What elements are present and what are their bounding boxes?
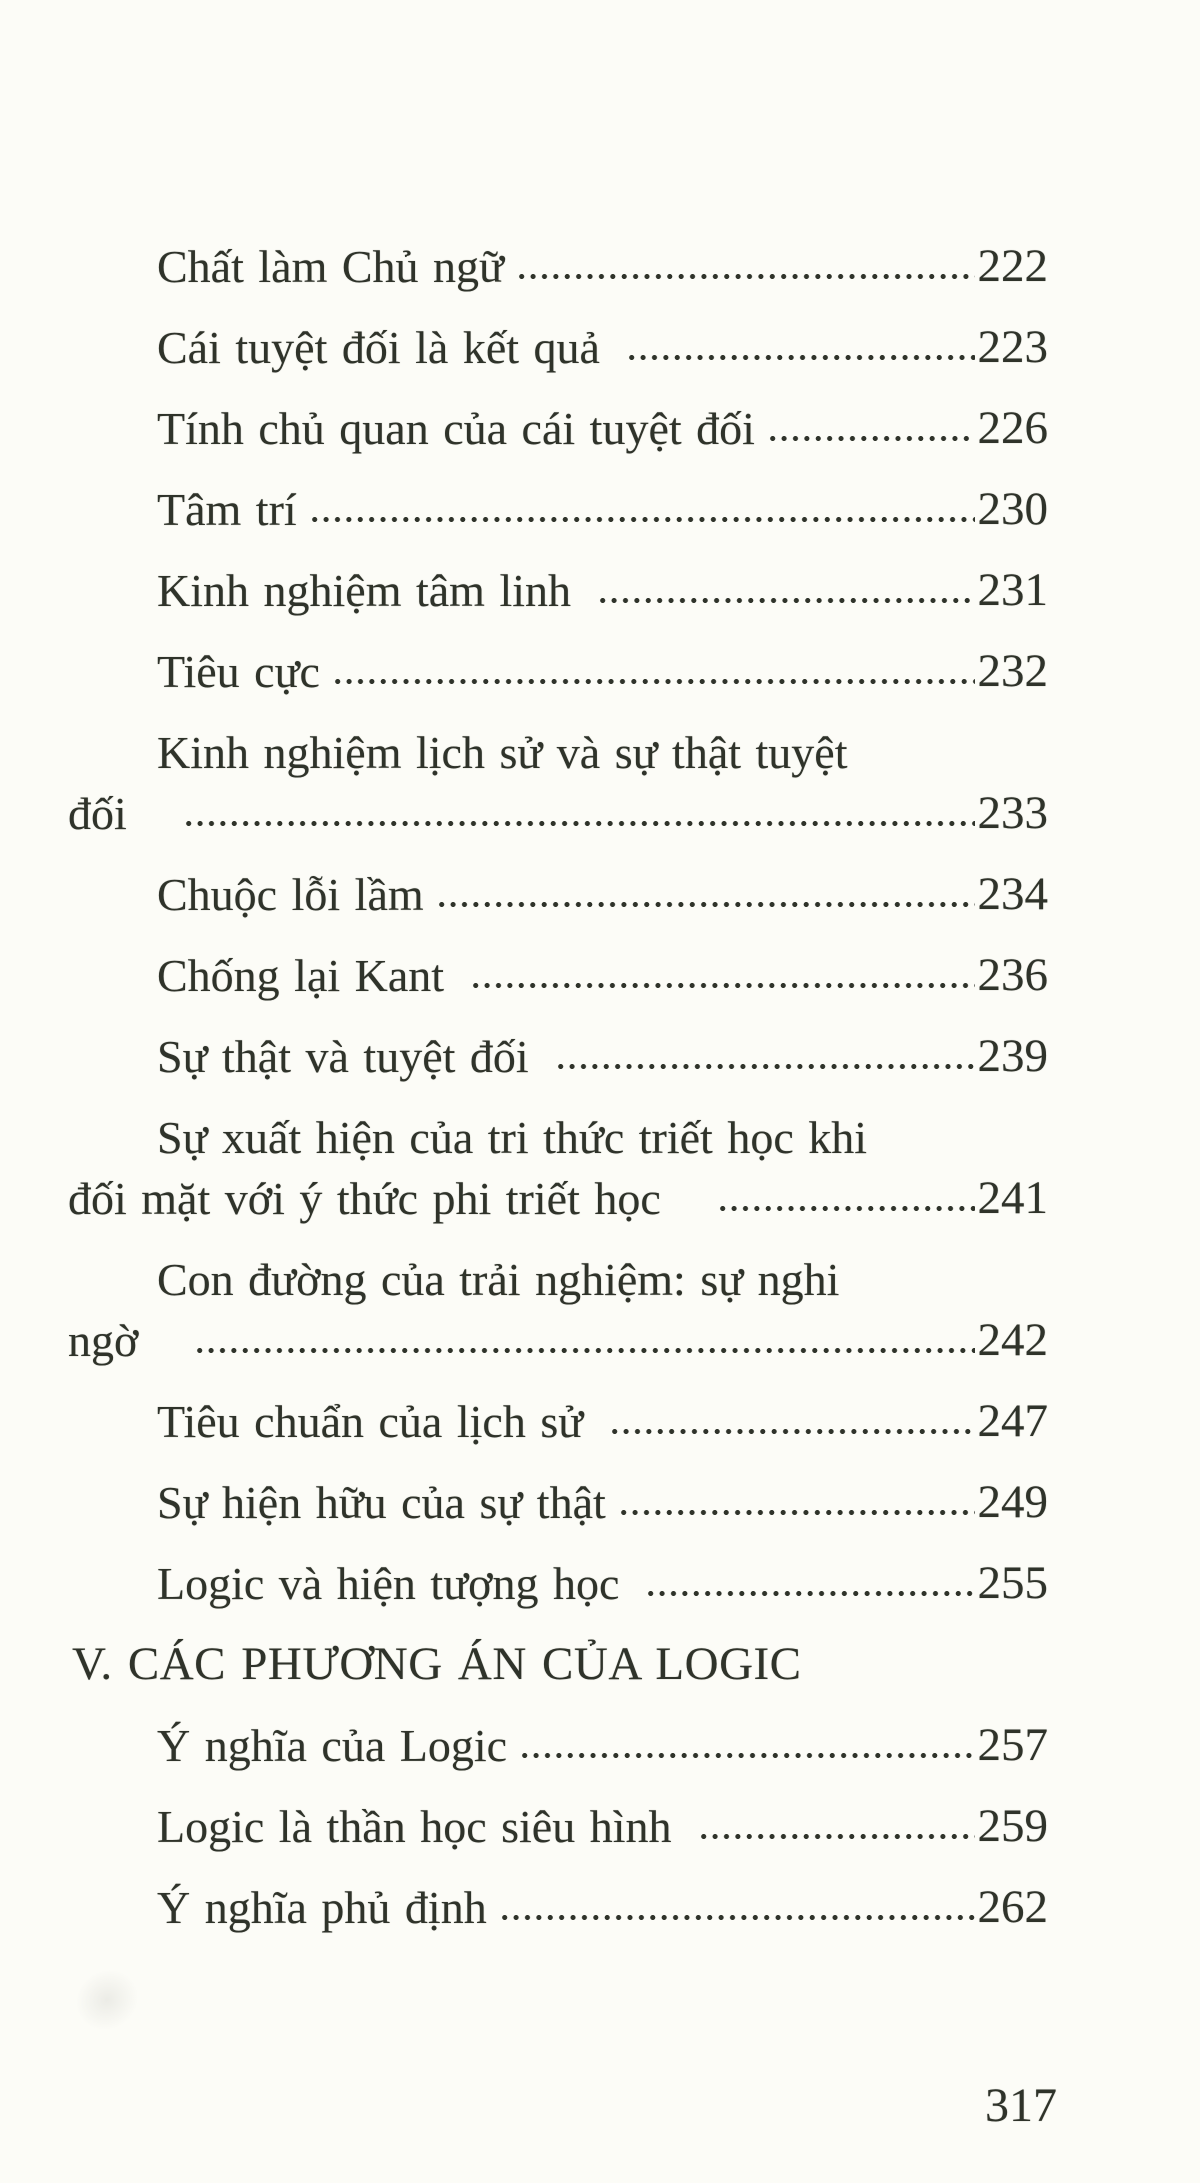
dot-leader — [519, 1752, 974, 1759]
dot-leader — [194, 1347, 974, 1354]
toc-entry-title: Tiêu chuẩn của lịch sử — [157, 1396, 584, 1447]
toc-entry-page-number: 234 — [977, 868, 1048, 920]
dot-leader — [626, 354, 975, 361]
toc-entry-title: đối mặt với ý thức phi triết học — [68, 1173, 661, 1224]
toc-entry-page-number: 236 — [977, 949, 1048, 1001]
toc-entry-page-number: 231 — [977, 564, 1048, 616]
toc-entry-title: Chất làm Chủ ngữ — [157, 241, 504, 292]
toc-entry-line — [0, 614, 1048, 695]
toc-entry-line — [0, 209, 1048, 290]
dot-leader — [618, 1509, 975, 1516]
toc-entry-page-number: 249 — [977, 1476, 1048, 1528]
toc-entry-line — [0, 452, 1048, 533]
toc-entry-line — [0, 533, 1048, 614]
dot-leader — [332, 678, 975, 685]
dot-leader — [516, 273, 975, 280]
toc-entry-title: Logic và hiện tượng học — [157, 1558, 620, 1609]
toc-entry-page-number: 222 — [977, 240, 1048, 292]
toc-entry-line-wrapped-end — [0, 776, 1048, 837]
toc-entry-line — [0, 1769, 1048, 1850]
toc-entry-title: Ý nghĩa của Logic — [157, 1720, 508, 1771]
page-number: 317 — [985, 2079, 1057, 2132]
dot-leader — [555, 1063, 975, 1070]
toc-entry-page-number: 259 — [977, 1800, 1048, 1852]
toc-entry-page-number: 226 — [977, 402, 1048, 454]
toc-entry-line-wrapped-start — [0, 1222, 1048, 1303]
toc-entry-page-number: 232 — [977, 645, 1048, 697]
toc-entry-title: Cái tuyệt đối là kết quả — [157, 322, 600, 373]
toc-entry-title: Tâm trí — [157, 484, 297, 535]
toc-entry-page-number: 223 — [977, 321, 1048, 373]
toc-entry-line — [0, 1850, 1048, 1931]
toc-entry-title: Kinh nghiệm lịch sử và sự thật tuyệt — [157, 727, 848, 778]
toc-section-header — [0, 1607, 1048, 1688]
toc-entry-title: Sự xuất hiện của tri thức triết học khi — [157, 1112, 868, 1163]
toc-entry-title: Logic là thần học siêu hình — [157, 1801, 672, 1852]
toc-entry-line — [0, 1445, 1048, 1526]
toc-entry-line-wrapped-start — [0, 695, 1048, 776]
dot-leader — [183, 820, 975, 827]
toc-entry-line — [0, 1526, 1048, 1607]
toc-entry-title: Ý nghĩa phủ định — [157, 1882, 487, 1933]
dot-leader — [470, 982, 974, 989]
dot-leader — [609, 1428, 974, 1435]
toc-entry-title: Tính chủ quan của cái tuyệt đối — [157, 403, 755, 454]
toc-entry-line-wrapped-start — [0, 1080, 1048, 1161]
dot-leader — [645, 1590, 974, 1597]
toc-entry-line-wrapped-end — [0, 1161, 1048, 1222]
toc-entry-title: ngờ — [68, 1315, 139, 1366]
dot-leader — [597, 597, 974, 604]
toc-entry-page-number: 230 — [977, 483, 1048, 535]
dot-leader — [499, 1914, 975, 1921]
toc-entry-title: Kinh nghiệm tâm linh — [157, 565, 572, 616]
toc-entry-line — [0, 1688, 1048, 1769]
toc-section-title: V. CÁC PHƯƠNG ÁN CỦA LOGIC — [72, 1638, 802, 1690]
dot-leader — [698, 1833, 975, 1840]
toc-entry-page-number: 247 — [977, 1395, 1048, 1447]
toc-entry-page-number: 241 — [977, 1172, 1048, 1224]
scan-smudge — [60, 1954, 154, 2047]
toc-entry-page-number: 255 — [977, 1557, 1048, 1609]
toc-entry-title: Chống lại Kant — [157, 950, 445, 1001]
toc-entry-page-number: 242 — [977, 1314, 1048, 1366]
toc-entry-title: Con đường của trải nghiệm: sự nghi — [157, 1254, 840, 1305]
toc-entry-page-number: 257 — [977, 1719, 1048, 1771]
toc-entry-page-number: 233 — [977, 787, 1048, 839]
dot-leader — [717, 1205, 975, 1212]
toc-entry-title: Sự hiện hữu của sự thật — [157, 1477, 606, 1528]
dot-leader — [767, 435, 975, 442]
toc-entry-line — [0, 999, 1048, 1080]
dot-leader — [436, 901, 975, 908]
dot-leader — [309, 516, 975, 523]
toc-entry-line-wrapped-end — [0, 1303, 1048, 1364]
toc-entry-title: Tiêu cực — [157, 646, 320, 697]
toc-entry-page-number: 262 — [977, 1881, 1048, 1933]
toc-entry-line — [0, 837, 1048, 918]
toc-entry-title: Chuộc lỗi lầm — [157, 869, 424, 920]
toc-entry-title: đối — [68, 788, 127, 839]
toc-entry-page-number: 239 — [977, 1030, 1048, 1082]
toc-entry-line — [0, 1364, 1048, 1445]
toc-entry-line — [0, 290, 1048, 371]
toc-entry-title: Sự thật và tuyệt đối — [157, 1031, 529, 1082]
toc-entry-line — [0, 371, 1048, 452]
toc-entry-line — [0, 918, 1048, 999]
